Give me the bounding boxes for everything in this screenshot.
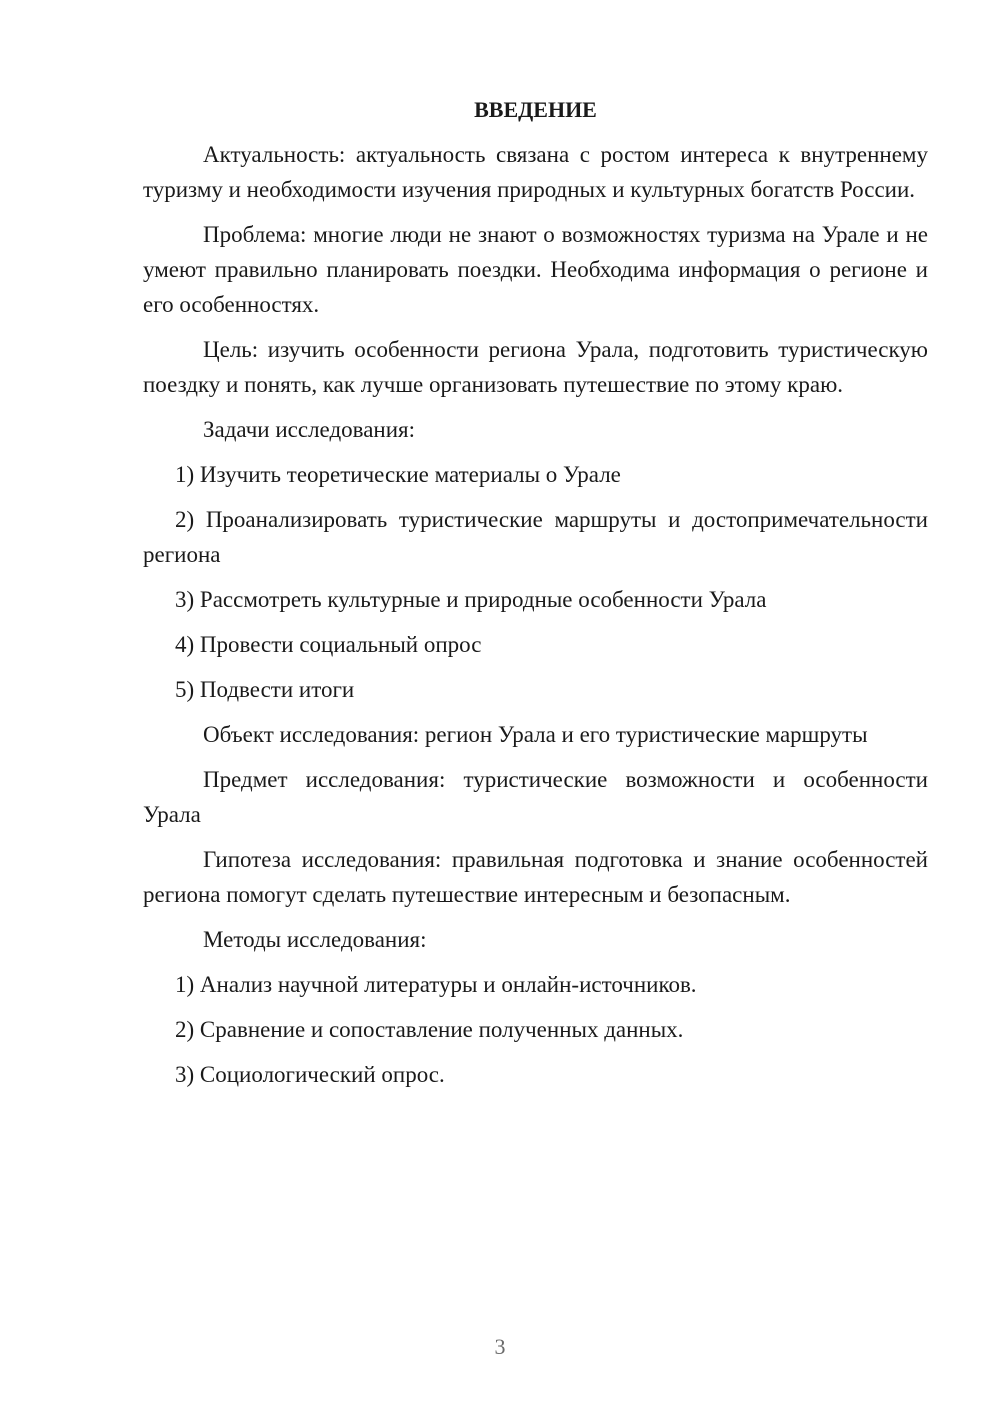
method-item: 3) Социологический опрос. [175, 1062, 445, 1087]
method-item: 1) Анализ научной литературы и онлайн-источников. [175, 972, 697, 997]
paragraph-relevance: Актуальность: актуальность связана с ростом интереса к внутреннему туризму и необходимости изучения природных и культурных богатств России. [143, 142, 928, 202]
method-item: 2) Сравнение и сопоставление полученных данных. [175, 1017, 684, 1042]
task-item: 3) Рассмотреть культурные и природные особенности Урала [175, 587, 767, 612]
task-item: 5) Подвести итоги [175, 677, 355, 702]
paragraph-problem: Проблема: многие люди не знают о возможностях туризма на Урале и не умеют правильно планировать поездки. Необходима информация о регионе и его особенностях. [143, 222, 928, 317]
page-number: 3 [494, 1334, 506, 1359]
section-title: ВВЕДЕНИЕ [474, 97, 597, 122]
paragraph-subject: Предмет исследования: туристические возможности и особенности Урала [143, 767, 928, 827]
task-item: 4) Провести социальный опрос [175, 632, 482, 657]
task-item: 1) Изучить теоретические материалы о Урале [175, 462, 621, 487]
methods-heading: Методы исследования: [203, 927, 427, 952]
paragraph-object: Объект исследования: регион Урала и его туристические маршруты [203, 722, 868, 747]
task-item: 2) Проанализировать туристические маршруты и достопримечательности региона [143, 507, 928, 567]
tasks-heading: Задачи исследования: [203, 417, 416, 442]
page-content [143, 92, 928, 1102]
paragraph-hypothesis: Гипотеза исследования: правильная подготовка и знание особенностей региона помогут сделать путешествие интересным и безопасным. [143, 847, 928, 907]
paragraph-goal: Цель: изучить особенности региона Урала, подготовить туристическую поездку и понять, как лучше организовать путешествие по этому краю. [143, 337, 928, 397]
